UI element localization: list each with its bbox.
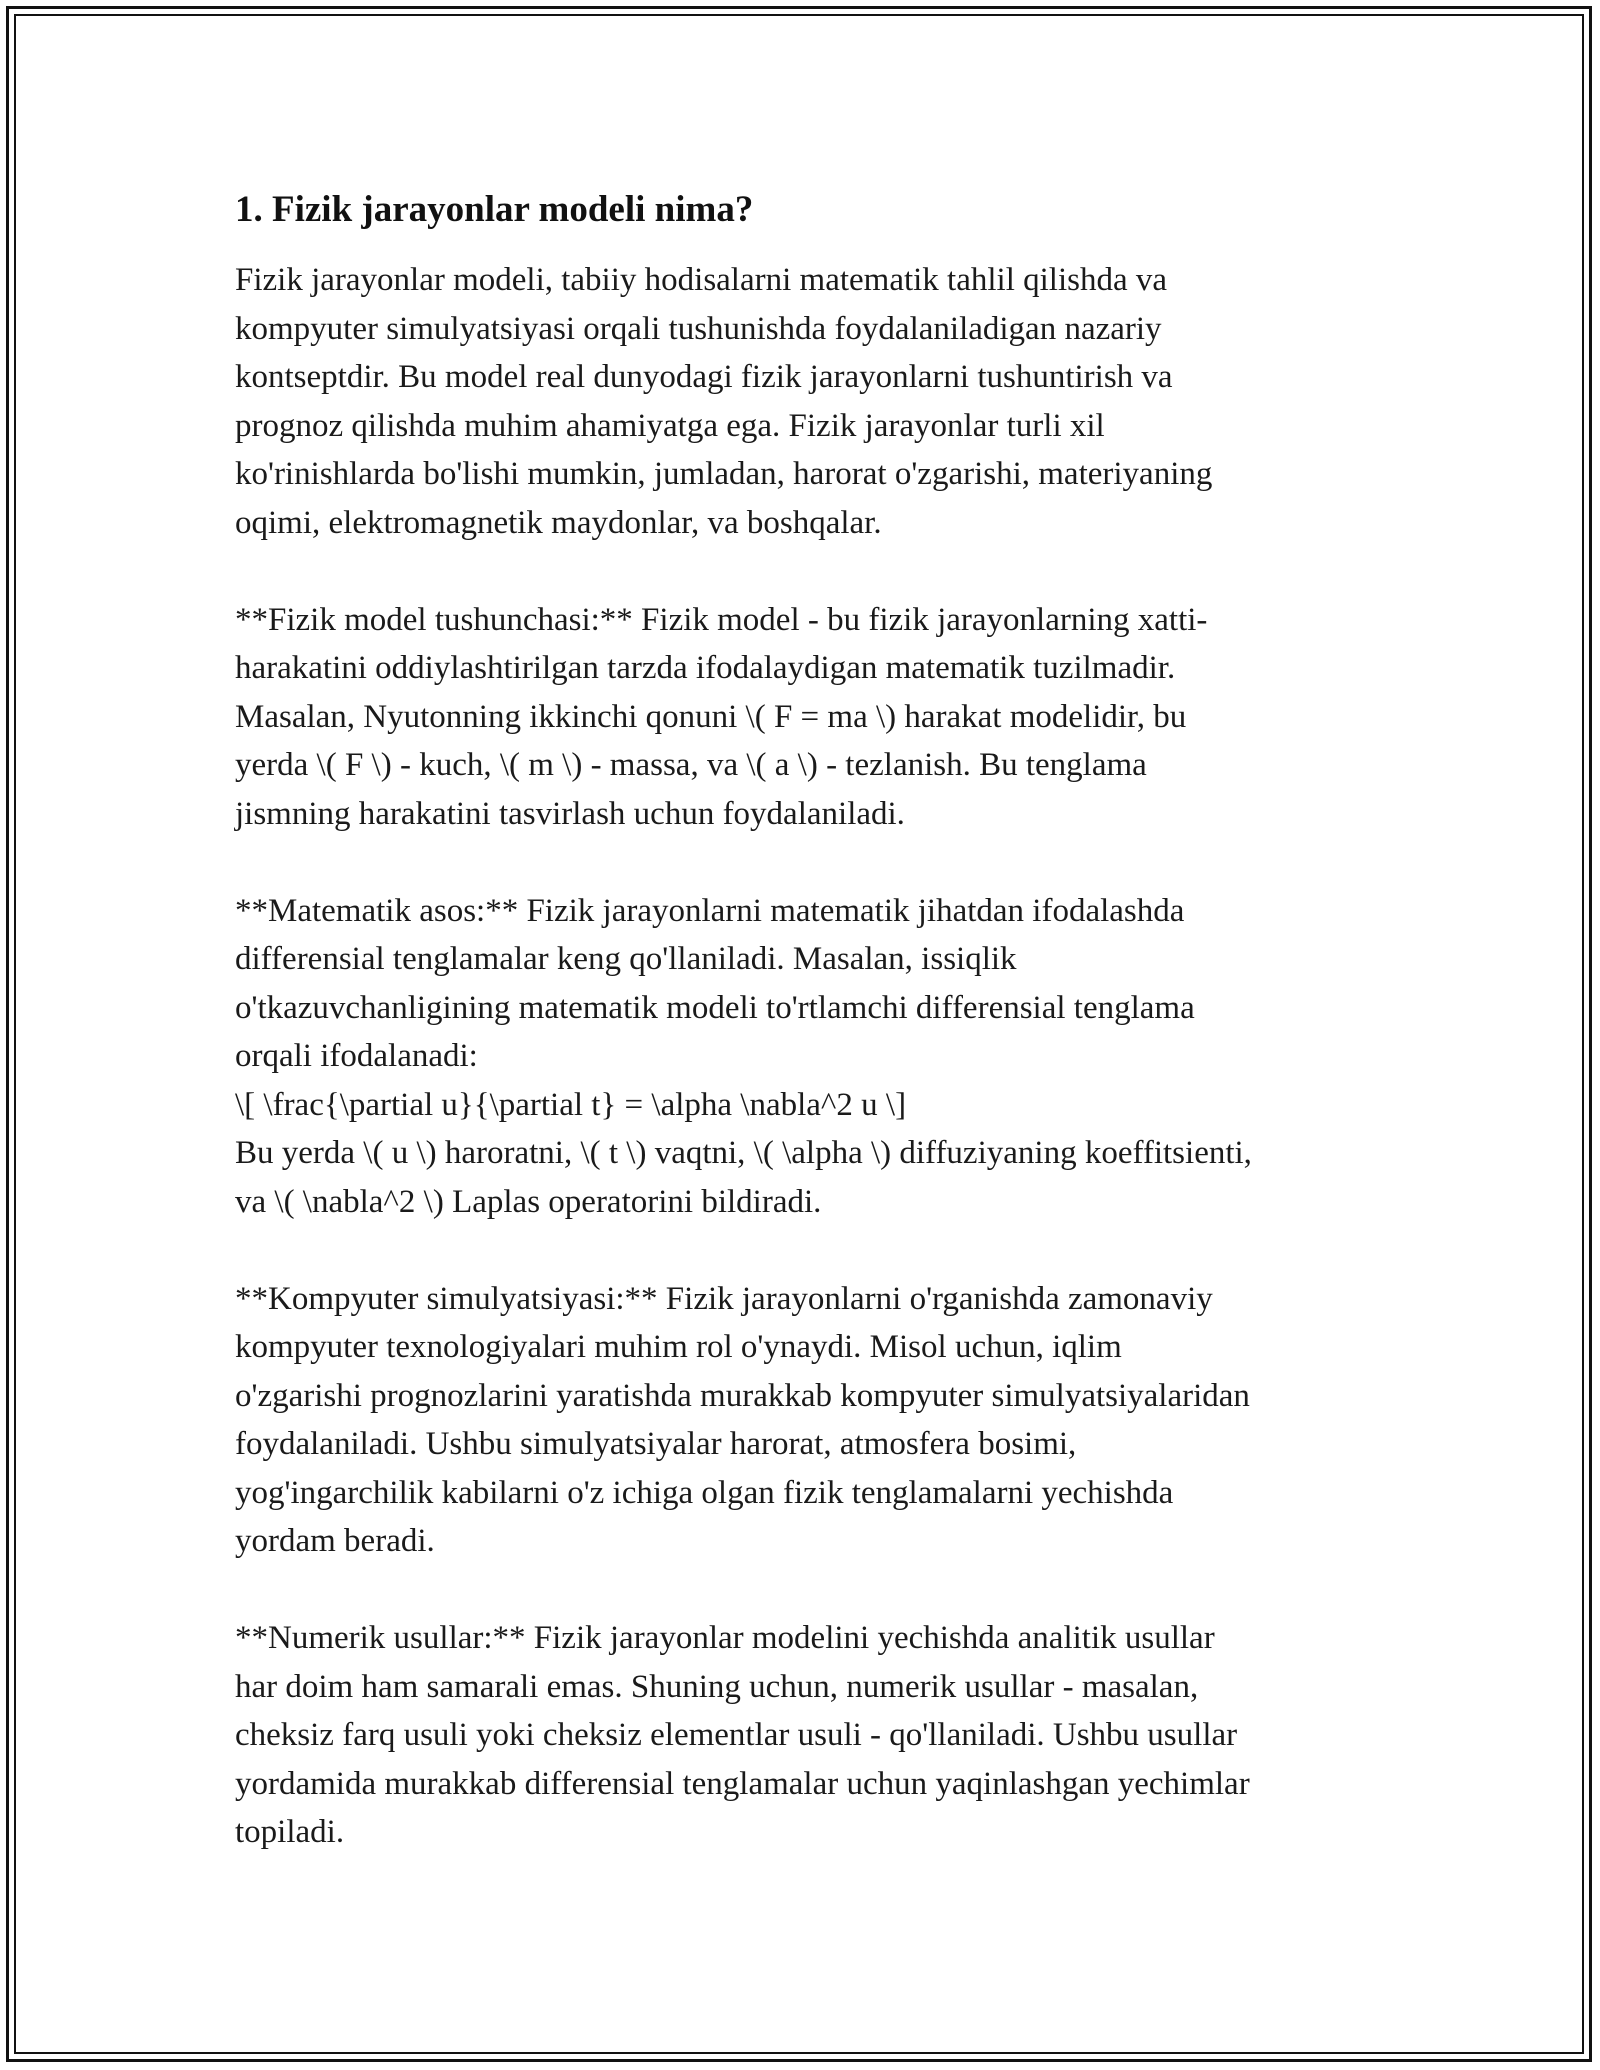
text-line: oqimi, elektromagnetik maydonlar, va boshqalar. xyxy=(235,504,882,541)
text-line: differensial tenglamalar keng qo'llaniladi. Masalan, issiqlik xyxy=(235,941,1017,977)
text-line: **Fizik model tushunchasi:** Fizik model - bu fizik jarayonlarning xatti- xyxy=(235,601,1208,638)
text-line: har doim ham samarali emas. Shuning uchun, numerik usullar - masalan, xyxy=(235,1668,1199,1705)
document-body xyxy=(235,186,1385,1905)
text-line: foydalaniladi. Ushbu simulyatsiyalar harorat, atmosfera bosimi, xyxy=(235,1426,1077,1462)
text-line: topiladi. xyxy=(235,1814,345,1850)
text-line: yordamida murakkab differensial tenglamalar uchun yaqinlashgan yechimlar xyxy=(235,1765,1250,1802)
paragraph-fizik-model xyxy=(235,596,1385,839)
text-line: **Numerik usullar:** Fizik jarayonlar modelini yechishda analitik usullar xyxy=(235,1620,1215,1656)
text-line: yordam beradi. xyxy=(235,1523,435,1559)
text-line: **Kompyuter simulyatsiyasi:** Fizik jarayonlarni o'rganishda zamonaviy xyxy=(235,1280,1213,1317)
paragraph-numerik-usullar xyxy=(235,1614,1385,1857)
text-line: yerda \( F \) - kuch, \( m \) - massa, va \( a \) - tezlanish. Bu tenglama xyxy=(235,747,1147,783)
text-line: cheksiz farq usuli yoki cheksiz elementlar usuli - qo'llaniladi. Ushbu usullar xyxy=(235,1717,1238,1753)
section-heading: 1. Fizik jarayonlar modeli nima? xyxy=(235,189,754,230)
text-line: prognoz qilishda muhim ahamiyatga ega. Fizik jarayonlar turli xil xyxy=(235,407,1105,444)
text-line: Masalan, Nyutonning ikkinchi qonuni \( F = ma \) harakat modelidir, bu xyxy=(235,698,1187,735)
paragraph-intro xyxy=(235,256,1385,547)
text-line: va \( \nabla^2 \) Laplas operatorini bildiradi. xyxy=(235,1183,822,1220)
text-line: o'zgarishi prognozlarini yaratishda murakkab kompyuter simulyatsiyalaridan xyxy=(235,1377,1250,1414)
text-line: yog'ingarchilik kabilarni o'z ichiga olgan fizik tenglamalarni yechishda xyxy=(235,1474,1174,1511)
text-line: ko'rinishlarda bo'lishi mumkin, jumladan, harorat o'zgarishi, materiyaning xyxy=(235,456,1213,492)
text-line: Fizik jarayonlar modeli, tabiiy hodisalarni matematik tahlil qilishda va xyxy=(235,262,1168,298)
text-line: jismning harakatini tasvirlash uchun foydalaniladi. xyxy=(235,795,905,832)
paragraph-kompyuter-simulyatsiyasi xyxy=(235,1275,1385,1566)
text-line: kontseptdir. Bu model real dunyodagi fizik jarayonlarni tushuntirish va xyxy=(235,359,1173,395)
formula-line: \[ \frac{\partial u}{\partial t} = \alpha \nabla^2 u \] xyxy=(235,1086,907,1123)
text-line: orqali ifodalanadi: xyxy=(235,1038,478,1074)
text-line: **Matematik asos:** Fizik jarayonlarni matematik jihatdan ifodalashda xyxy=(235,892,1185,929)
text-line: o'tkazuvchanligining matematik modeli to'rtlamchi differensial tenglama xyxy=(235,989,1195,1026)
paragraph-matematik-asos xyxy=(235,887,1385,1227)
text-line: kompyuter simulyatsiyasi orqali tushunishda foydalaniladigan nazariy xyxy=(235,310,1162,347)
text-line: kompyuter texnologiyalari muhim rol o'ynaydi. Misol uchun, iqlim xyxy=(235,1329,1122,1365)
text-line: harakatini oddiylashtirilgan tarzda ifodalaydigan matematik tuzilmadir. xyxy=(235,650,1176,686)
text-line: Bu yerda \( u \) haroratni, \( t \) vaqtni, \( \alpha \) diffuziyaning koeffitsienti, xyxy=(235,1135,1252,1171)
